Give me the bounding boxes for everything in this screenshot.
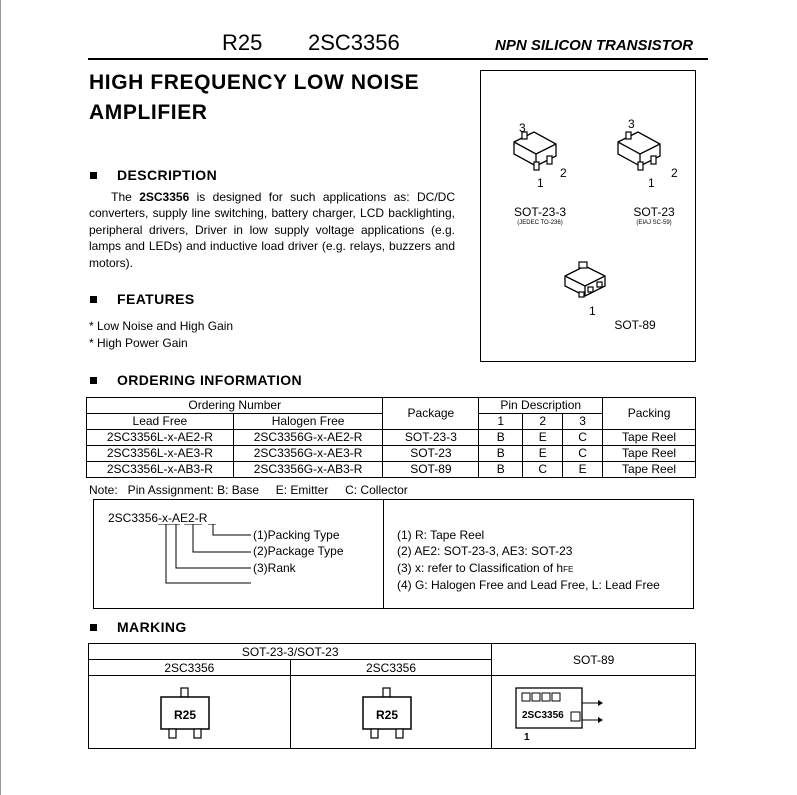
code-desc-3-subscript: FE	[563, 565, 574, 574]
marking-sot23-header: SOT-23-3/SOT-23	[89, 644, 492, 660]
bullet-square-icon	[90, 377, 97, 384]
marking-sot23-code: R25	[375, 708, 398, 722]
sot23-pin1-label: 1	[648, 176, 655, 190]
ordering-number-header: Ordering Number	[87, 398, 383, 414]
code-desc-4: (4) G: Halogen Free and Lead Free, L: Lead Free	[397, 578, 660, 592]
pin3-header: 3	[563, 414, 603, 430]
table-row	[87, 462, 696, 478]
sot23-3-pin2-label: 2	[560, 166, 567, 180]
marking-heading-text: MARKING	[117, 619, 187, 635]
description-paragraph	[89, 189, 455, 271]
package-cell: SOT-23	[383, 446, 479, 462]
pin2-cell: E	[523, 430, 563, 446]
code-desc-3-text: (3) x: refer to Classification of h	[397, 561, 564, 575]
pin1-cell: B	[479, 446, 523, 462]
sot89-label: SOT-89	[614, 318, 656, 332]
code-rank: (3)Rank	[253, 561, 296, 575]
feature-item: * High Power Gain	[89, 335, 188, 350]
sot23-3-sublabel: (JEDEC TO-236)	[517, 220, 563, 226]
code-package-type: (2)Package Type	[253, 544, 344, 558]
bullet-square-icon	[90, 296, 97, 303]
pin1-header: 1	[479, 414, 523, 430]
header-part-number: 2SC3356	[308, 30, 400, 55]
part-code-leader-lines	[150, 524, 260, 584]
lead-free-cell: 2SC3356L-x-AE2-R	[87, 430, 234, 446]
marking-sot89-chip-icon	[514, 686, 604, 732]
marking-sot23-3-code: R25	[173, 708, 196, 722]
package-header: Package	[383, 398, 479, 430]
halogen-free-cell: 2SC3356G-x-AE3-R	[233, 446, 383, 462]
sot23-pin3-label: 3	[628, 117, 635, 131]
description-heading-text: DESCRIPTION	[117, 167, 218, 183]
bullet-square-icon	[90, 172, 97, 179]
packing-header: Packing	[603, 398, 696, 430]
code-desc-1: (1) R: Tape Reel	[397, 528, 485, 542]
marking-col1-header: 2SC3356	[89, 660, 291, 676]
features-list	[89, 318, 233, 351]
description-part: 2SC3356	[139, 190, 190, 204]
title-line-2: AMPLIFIER	[89, 101, 208, 124]
pin3-cell: E	[563, 462, 603, 478]
code-packing-type: (1)Packing Type	[253, 528, 340, 542]
marking-sot89-pin1-label: 1	[524, 732, 530, 743]
packing-cell: Tape Reel	[603, 446, 696, 462]
header-device-type: NPN SILICON TRANSISTOR	[495, 37, 694, 54]
marking-sot89-header: SOT-89	[492, 644, 696, 676]
description-lead: The	[111, 190, 140, 204]
header-rule	[88, 58, 708, 60]
marking-sot89-code: 2SC3356	[522, 710, 564, 721]
packing-cell: Tape Reel	[603, 430, 696, 446]
sot23-3-pin3-label: 3	[519, 121, 526, 135]
pin2-cell: E	[523, 446, 563, 462]
lead-free-header: Lead Free	[87, 414, 234, 430]
title-line-1: HIGH FREQUENCY LOW NOISE	[89, 71, 420, 94]
table-row	[87, 430, 696, 446]
pin3-cell: C	[563, 446, 603, 462]
sot23-sublabel: (EIAJ SC-59)	[636, 220, 672, 226]
pin3-cell: C	[563, 430, 603, 446]
pin1-cell: B	[479, 430, 523, 446]
pin2-cell: C	[523, 462, 563, 478]
packing-cell: Tape Reel	[603, 462, 696, 478]
sot23-label: SOT-23	[633, 205, 675, 219]
marking-col2-header: 2SC3356	[290, 660, 492, 676]
ordering-heading-text: ORDERING INFORMATION	[117, 372, 303, 388]
table-row	[87, 446, 696, 462]
feature-item: * Low Noise and High Gain	[89, 319, 234, 333]
sot89-pin1-label: 1	[589, 304, 596, 318]
description-heading	[90, 167, 217, 183]
sot89-package-icon	[555, 258, 615, 304]
features-heading-text: FEATURES	[117, 291, 195, 307]
sot23-pin2-label: 2	[671, 166, 678, 180]
ordering-header-row	[87, 398, 696, 414]
page-title	[89, 68, 419, 128]
package-cell: SOT-89	[383, 462, 479, 478]
lead-free-cell: 2SC3356L-x-AE3-R	[87, 446, 234, 462]
part-code-example: 2SC3356-x-AE2-R	[108, 511, 208, 525]
lead-free-cell: 2SC3356L-x-AB3-R	[87, 462, 234, 478]
features-heading	[90, 291, 195, 307]
sot23-3-pin1-label: 1	[537, 176, 544, 190]
pin1-cell: B	[479, 462, 523, 478]
code-desc-2: (2) AE2: SOT-23-3, AE3: SOT-23	[397, 544, 573, 558]
description-rest: is designed for such applications as: DC/DC converters, supply line switching, battery charger, LCD backlighting, peripheral drivers, Driver in low supply voltage applications (e.g. lamps and LEDs) and inductive load driver (e.g. relays, buzzers and motors).	[89, 190, 455, 270]
halogen-free-cell: 2SC3356G-x-AB3-R	[233, 462, 383, 478]
halogen-free-cell: 2SC3356G-x-AE2-R	[233, 430, 383, 446]
marking-heading	[90, 619, 187, 635]
pin2-header: 2	[523, 414, 563, 430]
ordering-table	[86, 397, 696, 478]
pin-description-header: Pin Description	[479, 398, 603, 414]
bullet-square-icon	[90, 624, 97, 631]
part-code-divider	[383, 499, 384, 609]
header-part-code: R25	[222, 30, 263, 55]
code-desc-3	[397, 561, 573, 575]
package-cell: SOT-23-3	[383, 430, 479, 446]
halogen-free-header: Halogen Free	[233, 414, 383, 430]
pin-assignment-note: Note: Pin Assignment: B: Base E: Emitter C: Collector	[89, 483, 408, 497]
page-left-edge	[0, 0, 1, 795]
ordering-heading	[90, 372, 302, 388]
sot23-3-label: SOT-23-3	[513, 205, 567, 219]
